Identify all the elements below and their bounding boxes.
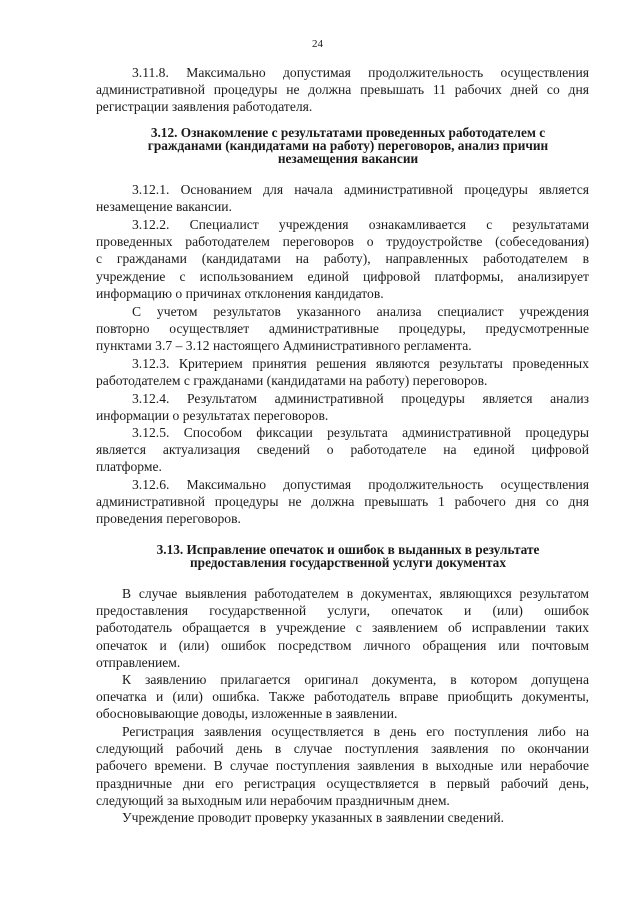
text-line: рабочего времени. В случае поступления заявления в выходные или нерабочие [96, 758, 589, 774]
heading-line: 3.12. Ознакомление с результатами проведенных работодателем с [150, 125, 546, 140]
paragraph-3-11-8 [96, 64, 589, 116]
text-line: 3.12.2. Специалист учреждения ознакамливается с результатами [132, 217, 589, 232]
text-line: работодателем с гражданами (кандидатами на работу) переговоров. [96, 373, 488, 389]
text-line: 3.11.8. Максимально допустимая продолжительность осуществления [132, 65, 589, 80]
text-line: учреждение с использованием единой цифровой платформы, анализирует [96, 268, 589, 284]
paragraph-3-12-2 [96, 216, 589, 302]
text-line: 3.12.6. Максимально допустимая продолжительность осуществления [132, 477, 589, 492]
text-line: С учетом результатов указанного анализа специалист учреждения [132, 304, 589, 319]
paragraph-3-13-a [96, 585, 589, 671]
text-line: следующий за выходным или нерабочим праздничным днем. [96, 792, 450, 808]
text-line: 3.12.1. Основанием для начала административной процедуры является [132, 182, 589, 197]
text-line: отправлением. [96, 654, 181, 670]
text-line: платформе. [96, 459, 162, 475]
text-line: предоставления государственной услуги, опечаток и (или) ошибок [96, 603, 589, 619]
text-line: пунктами 3.7 – 3.12 настоящего Административного регламента. [96, 338, 472, 354]
text-line: обосновывающие доводы, изложенные в заявлении. [96, 706, 398, 722]
heading-line: гражданами (кандидатами на работу) переговоров, анализ причин [147, 138, 549, 153]
paragraph-3-12-1 [96, 181, 589, 215]
text-line: 3.12.3. Критерием принятия решения являются результаты проведенных [132, 356, 589, 371]
text-line: 3.12.4. Результатом административной процедуры является анализ [132, 391, 589, 406]
text-line: информации о результатах переговоров. [96, 408, 329, 424]
text-line: информацию о причинах отклонения кандидатов. [96, 285, 384, 301]
text-line: В случае выявления работодателем в документах, являющихся результатом [122, 586, 589, 601]
text-line: с гражданами (кандидатами на работу), направленных работодателем в [96, 251, 589, 267]
paragraph-3-12-2-continued [96, 303, 589, 355]
text-line: является актуализация сведений о работодателе на единой цифровой [96, 442, 589, 458]
text-line: опечатка и (или) ошибка. Также работодатель вправе приобщить документы, [96, 689, 589, 705]
paragraph-3-12-3 [96, 355, 589, 389]
heading-line: предоставления государственной услуги документах [190, 555, 506, 570]
text-line: работодатель обращается в учреждение с заявлением об исправлении таких [96, 620, 589, 636]
text-line: проведения переговоров. [96, 511, 241, 527]
text-line: административной процедуры не должна превышать 1 рабочего дня со дня [96, 494, 589, 510]
text-line: регистрации заявления работодателя. [96, 99, 313, 115]
paragraph-3-13-d [96, 809, 589, 826]
text-line: незамещение вакансии. [96, 199, 232, 215]
text-line: следующий рабочий день в случае поступления заявления по окончании [96, 741, 589, 757]
heading-line: 3.13. Исправление опечаток и ошибок в выданных в результате [156, 542, 540, 557]
text-line: Регистрация заявления осуществляется в день его поступления либо на [122, 724, 589, 739]
paragraph-3-12-4 [96, 390, 589, 424]
paragraph-3-13-b [96, 671, 589, 723]
text-line: повторно осуществляет административные процедуры, предусмотренные [96, 321, 589, 337]
paragraph-3-12-5 [96, 424, 589, 476]
text-line: опечаток и (или) ошибок посредством личного обращения или почтовым [96, 637, 589, 653]
section-heading-3-13 [108, 543, 588, 569]
page-number: 24 [312, 38, 323, 50]
text-line: К заявлению прилагается оригинал документа, в котором допущена [122, 672, 589, 687]
paragraph-3-12-6 [96, 476, 589, 528]
paragraph-3-13-c [96, 723, 589, 809]
heading-line: незамещения вакансии [277, 151, 419, 166]
text-line: проведенных работодателем переговоров о трудоустройстве (собеседования) [96, 234, 589, 250]
section-heading-3-12 [108, 126, 588, 165]
text-line: праздничные дни его регистрация осуществляется в первый рабочий день, [96, 775, 589, 791]
text-line: административной процедуры не должна превышать 11 рабочих дней со дня [96, 82, 589, 98]
text-line: Учреждение проводит проверку указанных в заявлении сведений. [122, 810, 505, 825]
text-line: 3.12.5. Способом фиксации результата административной процедуры [132, 425, 589, 440]
